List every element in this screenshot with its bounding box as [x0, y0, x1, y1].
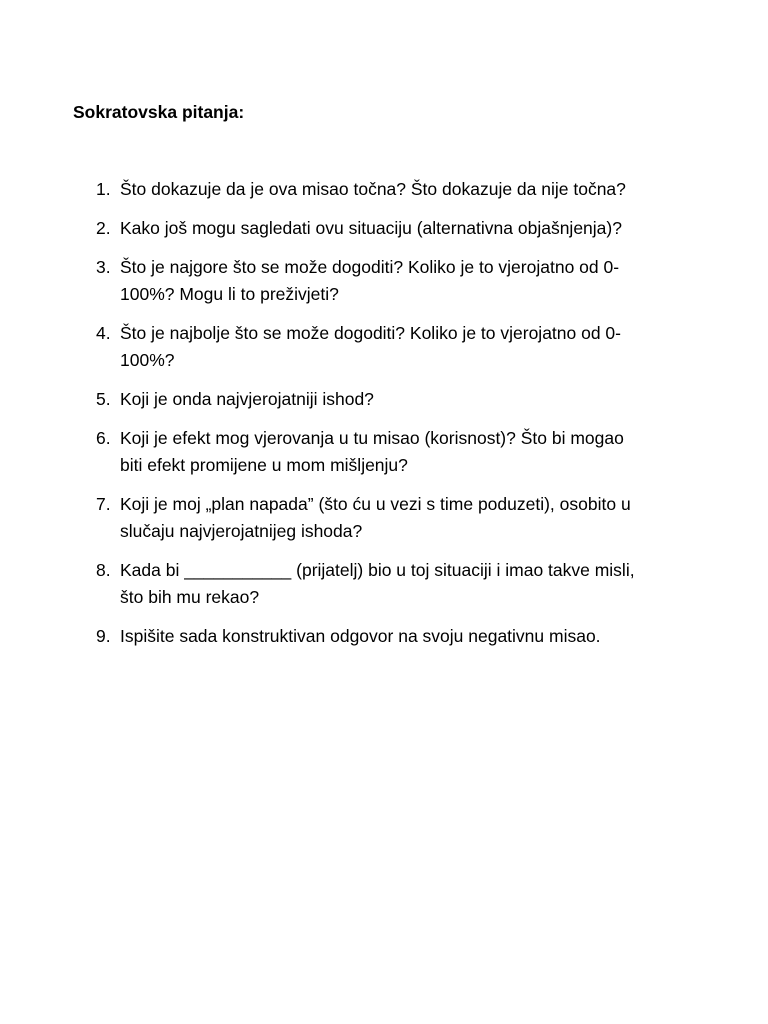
list-item-number: 6.: [96, 428, 111, 448]
list-item-text: Kako još mogu sagledati ovu situaciju (alternativna objašnjenja)?: [120, 218, 622, 238]
list-item: [96, 557, 696, 611]
list-item-number: 1.: [96, 179, 111, 199]
list-item-number: 2.: [96, 218, 111, 238]
list-item-text: Što dokazuje da je ova misao točna? Što dokazuje da nije točna?: [120, 179, 626, 199]
list-item-text: Koji je efekt mog vjerovanja u tu misao (korisnost)? Što bi mogao: [120, 428, 624, 448]
list-item: [96, 425, 696, 479]
list-item: [96, 386, 696, 413]
list-item-number: 4.: [96, 323, 111, 343]
list-item-text-continued: 100%? Mogu li to preživjeti?: [120, 284, 339, 304]
list-item-text-continued: biti efekt promijene u mom mišljenju?: [120, 455, 408, 475]
list-item-number: 7.: [96, 494, 111, 514]
list-item-text-continued: 100%?: [120, 350, 175, 370]
list-item: [96, 176, 696, 203]
list-item-text: Što je najbolje što se može dogoditi? Koliko je to vjerojatno od 0-: [120, 323, 621, 343]
list-item-number: 5.: [96, 389, 111, 409]
list-item: [96, 254, 696, 308]
list-item: [96, 215, 696, 242]
list-item: [96, 320, 696, 374]
list-item-text: Koji je moj „plan napada” (što ću u vezi s time poduzeti), osobito u: [120, 494, 631, 514]
list-item-number: 8.: [96, 560, 111, 580]
list-item-text: Kada bi ___________ (prijatelj) bio u toj situaciji i imao takve misli,: [120, 560, 635, 580]
list-item-text-continued: što bih mu rekao?: [120, 587, 260, 607]
list-item: [96, 623, 696, 650]
list-item-text: Što je najgore što se može dogoditi? Koliko je to vjerojatno od 0-: [120, 257, 620, 277]
question-list: [96, 176, 696, 662]
list-item-text: Koji je onda najvjerojatniji ishod?: [120, 389, 374, 409]
document-title: Sokratovska pitanja:: [73, 102, 245, 122]
list-item-text-continued: slučaju najvjerojatnijeg ishoda?: [120, 521, 363, 541]
list-item-text: Ispišite sada konstruktivan odgovor na svoju negativnu misao.: [120, 626, 601, 646]
list-item-number: 3.: [96, 257, 111, 277]
list-item: [96, 491, 696, 545]
list-item-number: 9.: [96, 626, 111, 646]
